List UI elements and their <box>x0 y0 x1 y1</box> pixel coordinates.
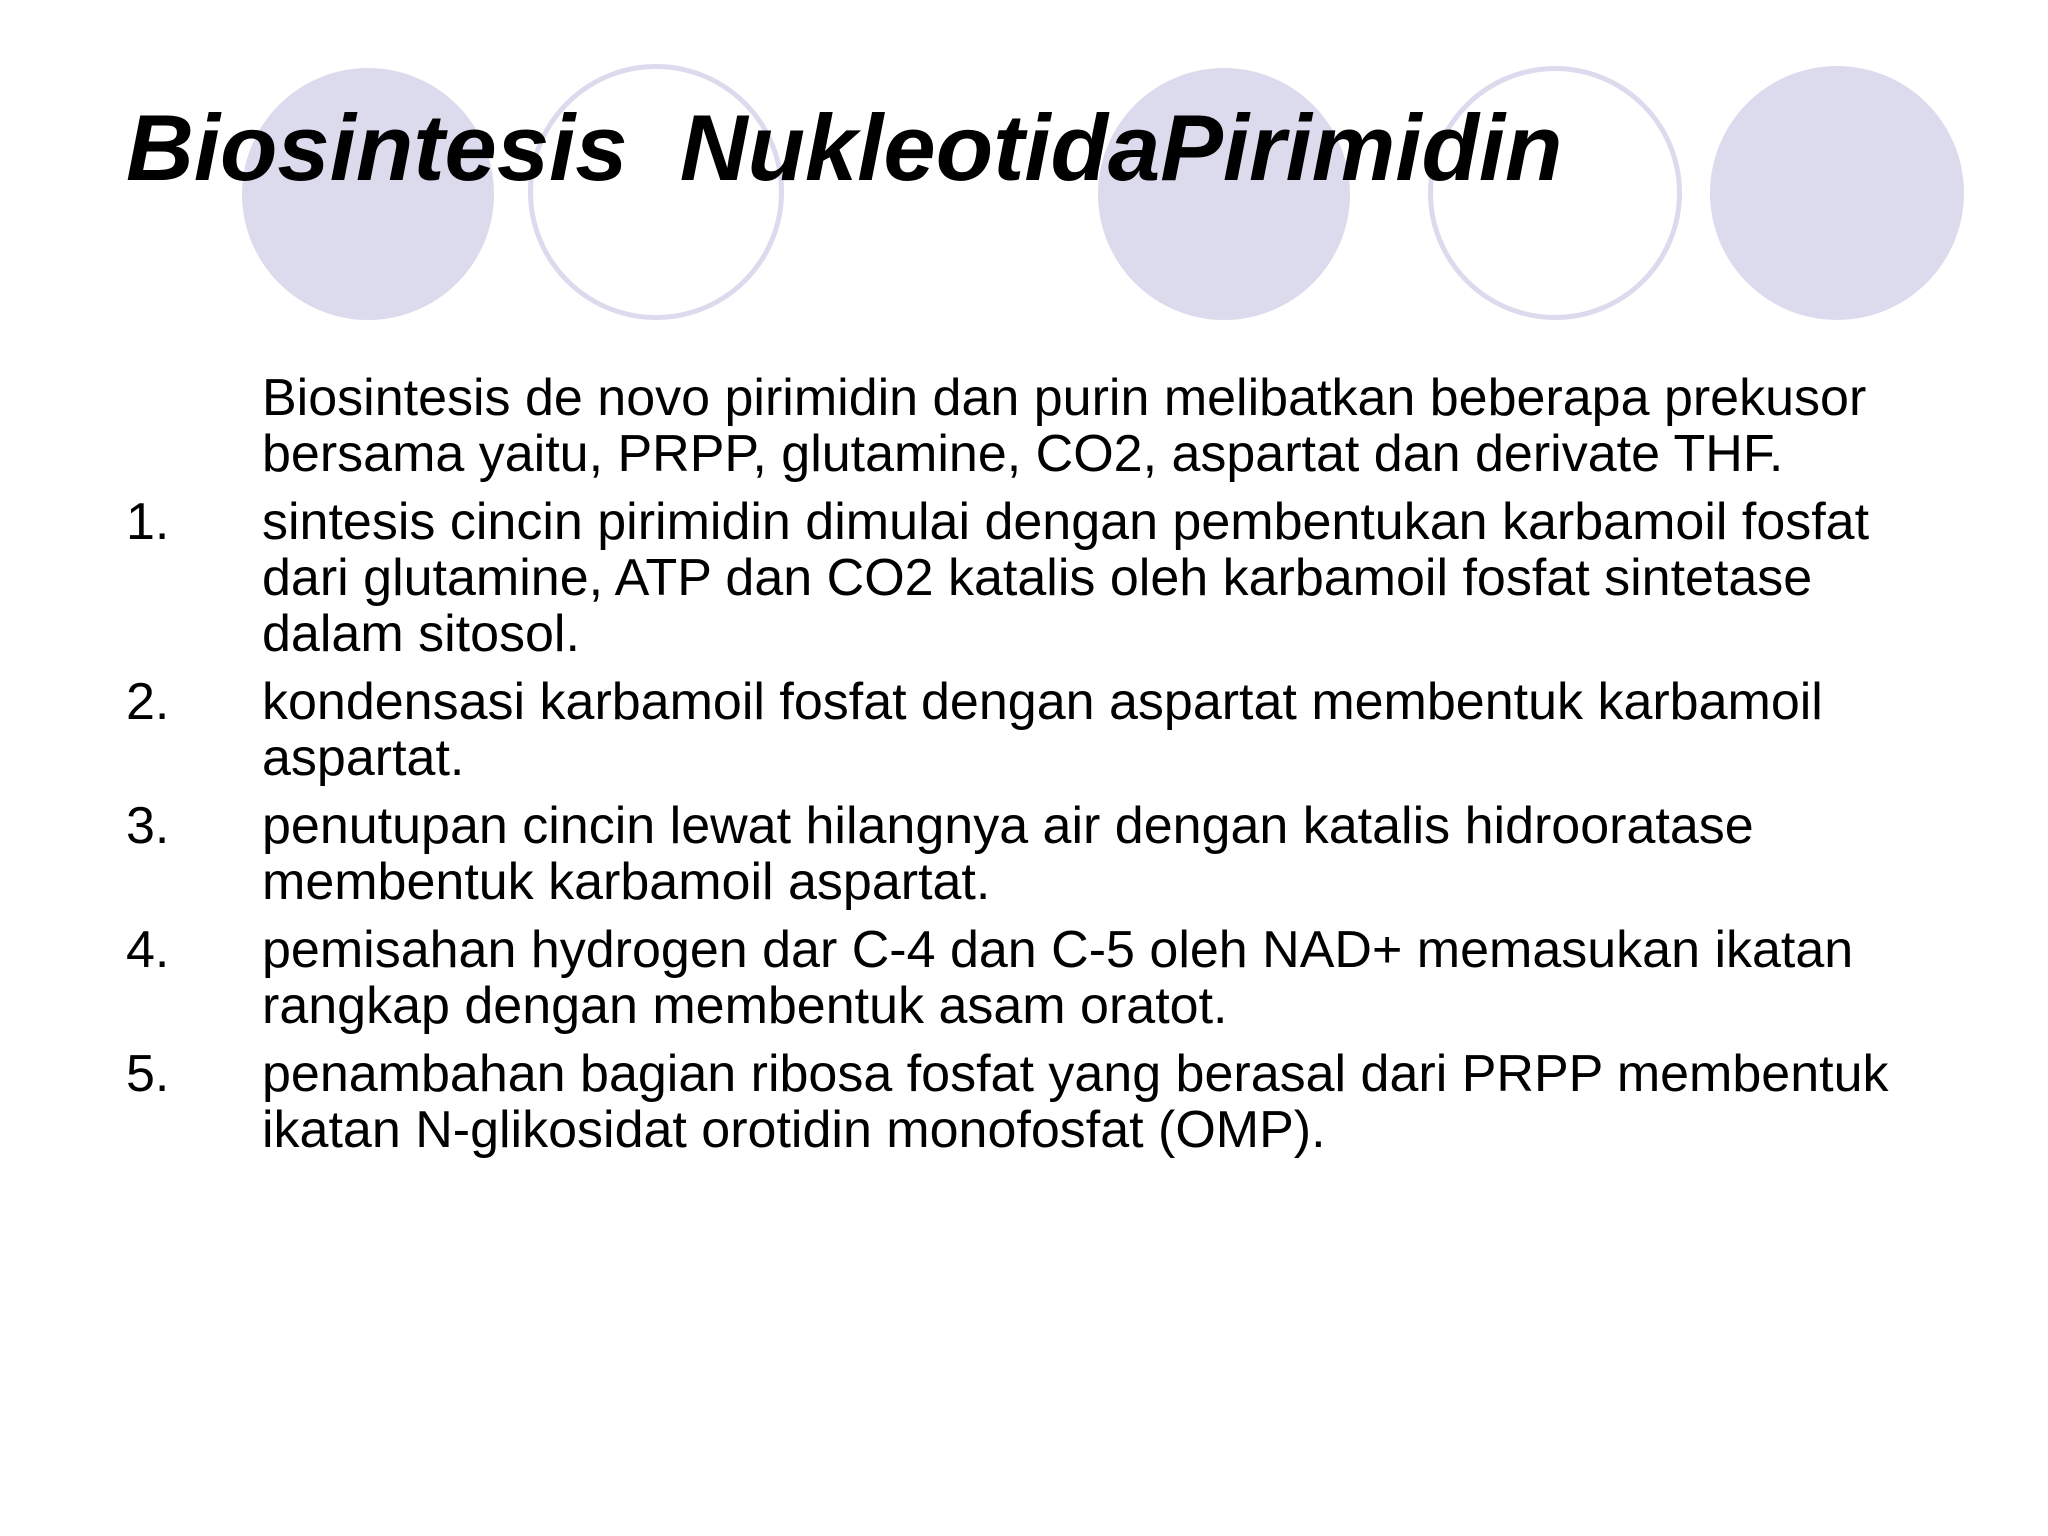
list-item-text: kondensasi karbamoil fosfat dengan aspartat membentuk karbamoil aspartat. <box>262 673 1823 787</box>
list-item-text: penambahan bagian ribosa fosfat yang berasal dari PRPP membentuk ikatan N-glikosidat orotidin monofosfat (OMP). <box>262 1045 1889 1159</box>
steps-list <box>126 494 1926 1158</box>
slide-body <box>126 370 1926 1170</box>
list-item <box>126 922 1926 1034</box>
decorative-circle-5 <box>1710 66 1964 320</box>
intro-paragraph: Biosintesis de novo pirimidin dan purin melibatkan beberapa prekusor bersama yaitu, PRPP, glutamine, CO2, aspartat dan derivate THF. <box>262 369 1867 483</box>
list-item-number: 4. <box>126 921 170 979</box>
list-item-text: sintesis cincin pirimidin dimulai dengan pembentukan karbamoil fosfat dari glutamine, ATP dan CO2 katalis oleh karbamoil fosfat sintetase dalam sitosol. <box>262 493 1870 663</box>
list-item <box>126 674 1926 786</box>
slide-title: Biosintesis NukleotidaPirimidin <box>126 95 1563 200</box>
list-item <box>126 494 1926 662</box>
list-item-number: 2. <box>126 673 170 731</box>
list-item-number: 5. <box>126 1045 170 1103</box>
list-item-number: 3. <box>126 797 170 855</box>
list-item-text: penutupan cincin lewat hilangnya air dengan katalis hidrooratase membentuk karbamoil aspartat. <box>262 797 1754 911</box>
list-item <box>126 798 1926 910</box>
list-item-number: 1. <box>126 493 170 551</box>
list-item-text: pemisahan hydrogen dar C-4 dan C-5 oleh NAD+ memasukan ikatan rangkap dengan membentuk asam oratot. <box>262 921 1854 1035</box>
list-item <box>126 1046 1926 1158</box>
